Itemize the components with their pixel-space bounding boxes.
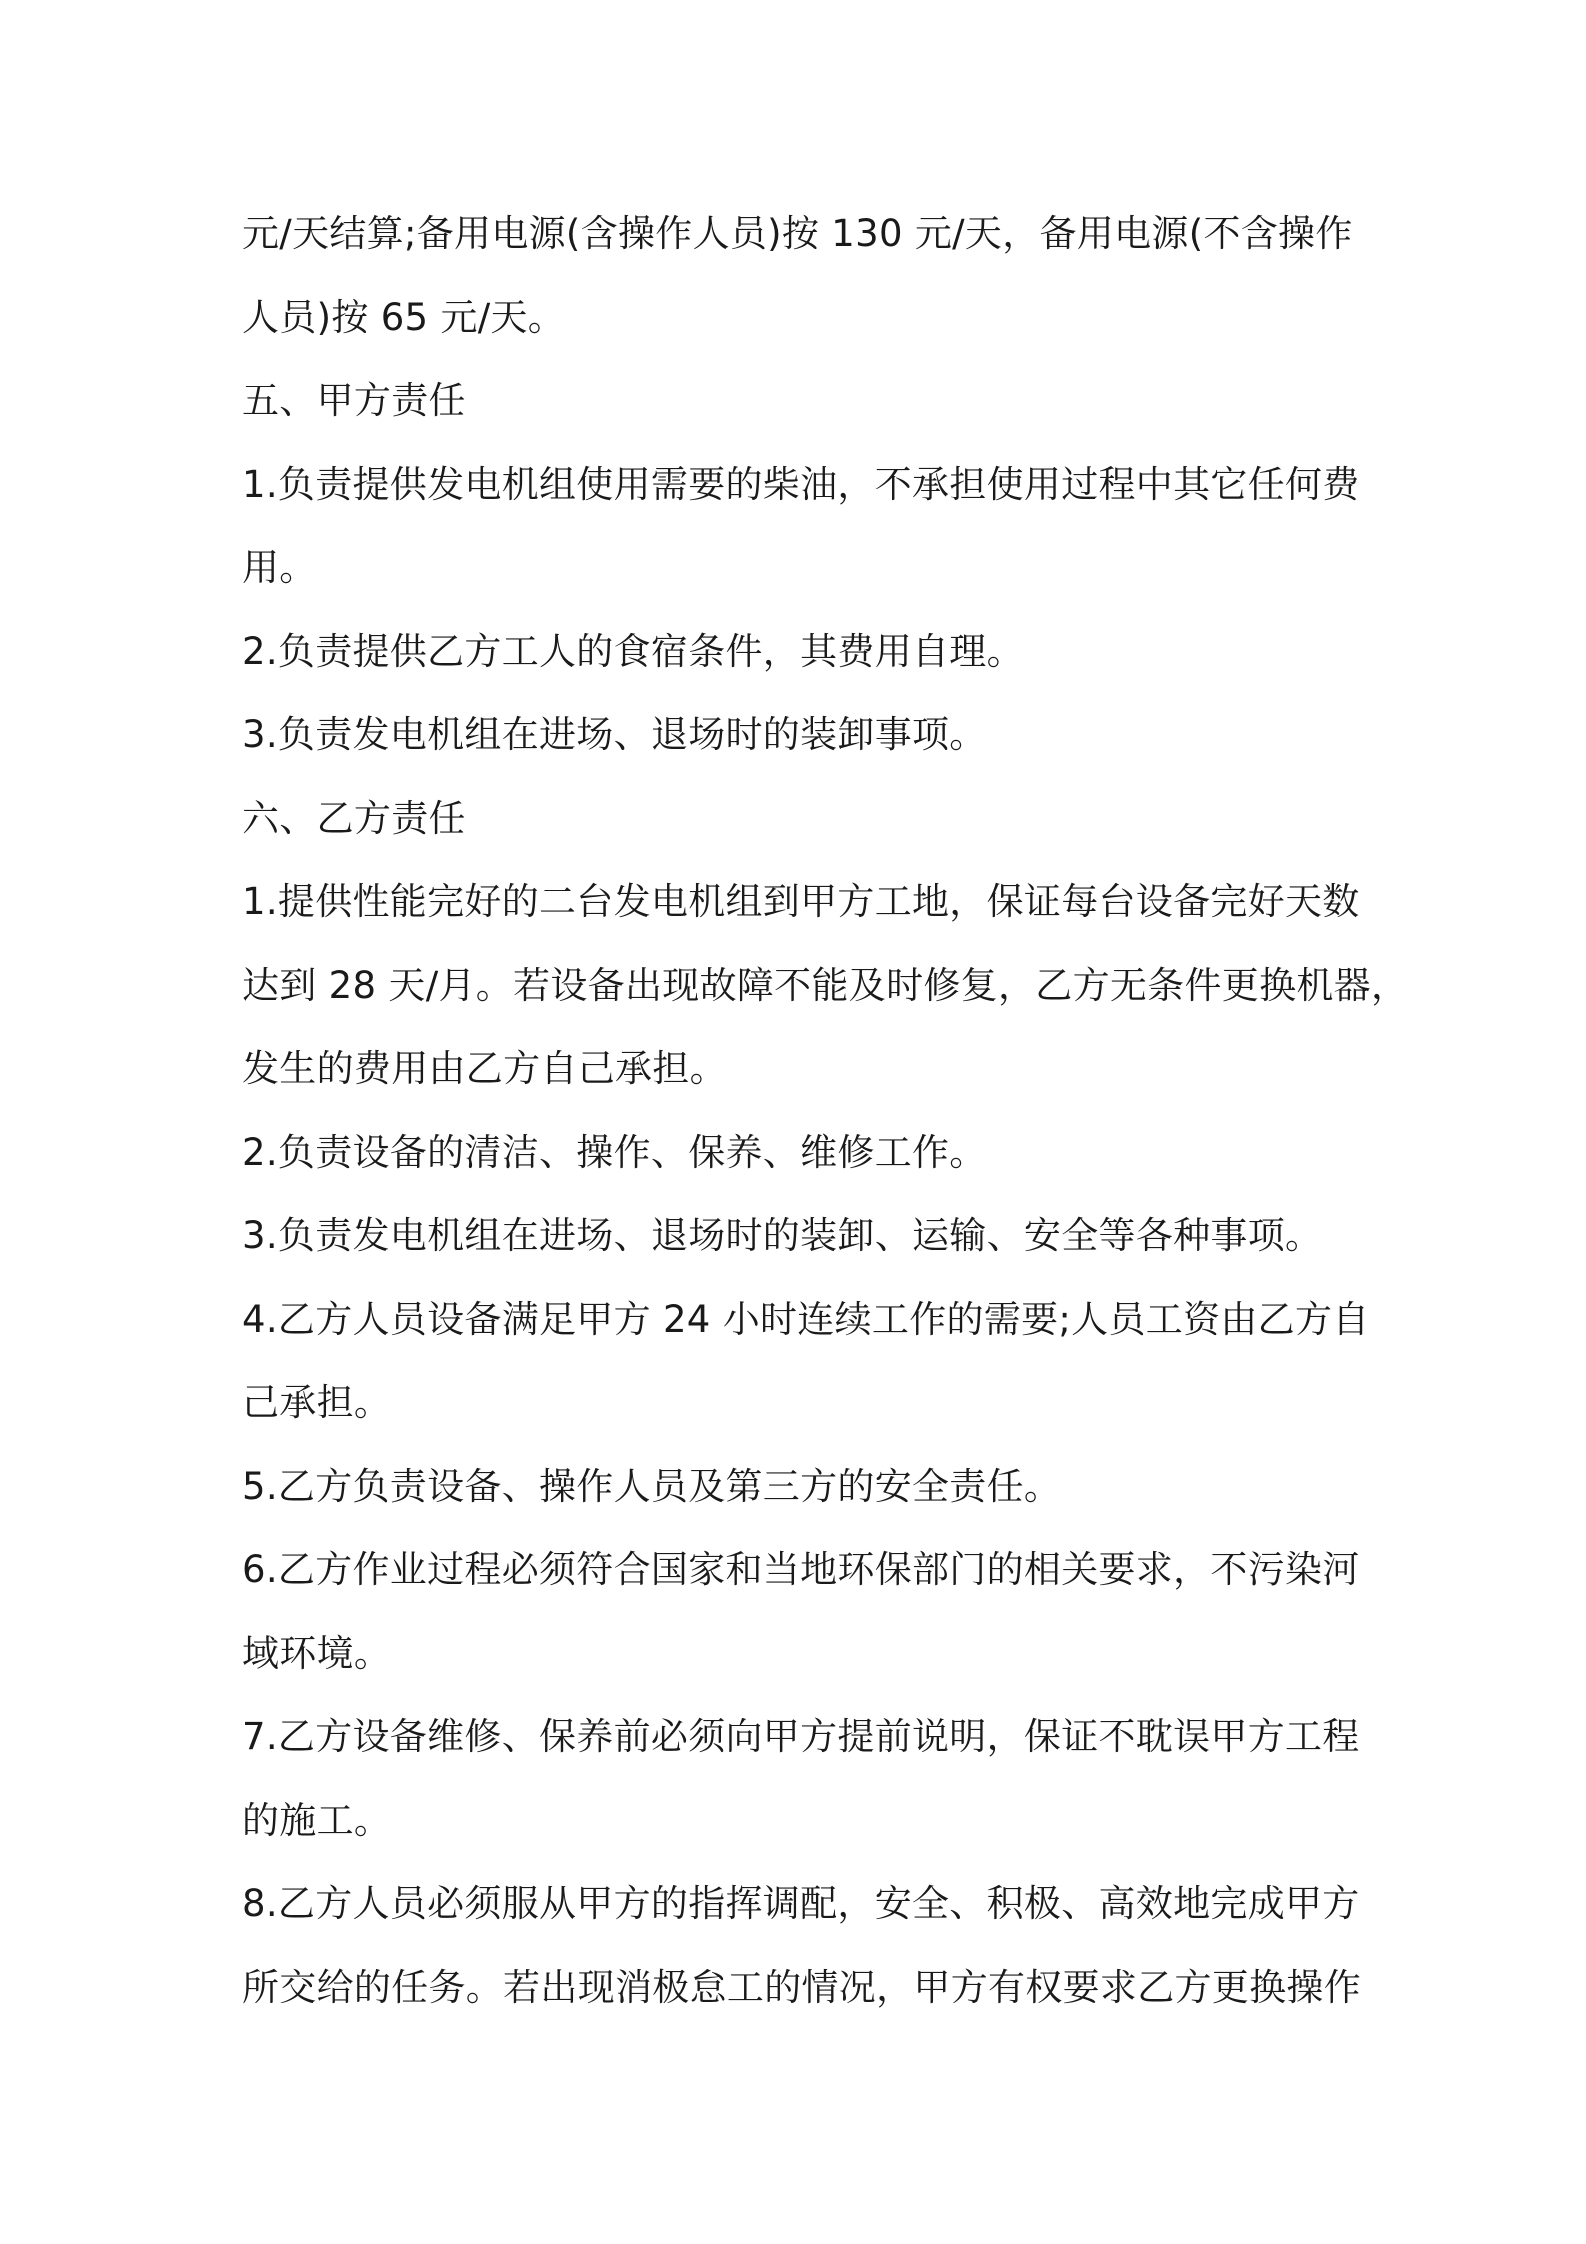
text-line: 3.负责发电机组在进场、退场时的装卸、运输、安全等各种事项。 — [242, 1214, 1323, 1257]
text-line: 4.乙方人员设备满足甲方 24 小时连续工作的需要;人员工资由乙方自 — [242, 1297, 1370, 1341]
section-heading-party-b: 六、乙方责任 — [242, 796, 466, 840]
text-line: 1.负责提供发电机组使用需要的柴油，不承担使用过程中其它任何费 — [242, 462, 1360, 506]
text-line: 的施工。 — [242, 1798, 392, 1842]
text-line: 元/天结算;备用电源(含操作人员)按 130 元/天，备用电源(不含操作 — [242, 212, 1353, 255]
text-line: 人员)按 65 元/天。 — [242, 295, 566, 339]
text-line: 用。 — [242, 546, 317, 589]
text-line: 2.负责设备的清洁、操作、保养、维修工作。 — [242, 1130, 987, 1174]
text-line: 3.负责发电机组在进场、退场时的装卸事项。 — [242, 713, 987, 756]
text-line: 发生的费用由乙方自己承担。 — [242, 1047, 727, 1090]
text-line: 1.提供性能完好的二台发电机组到甲方工地，保证每台设备完好天数 — [242, 880, 1360, 923]
text-line: 2.负责提供乙方工人的食宿条件，其费用自理。 — [242, 629, 1024, 673]
text-line: 域环境。 — [242, 1631, 392, 1675]
text-line: 7.乙方设备维修、保养前必须向甲方提前说明，保证不耽误甲方工程 — [242, 1715, 1360, 1758]
text-line: 所交给的任务。若出现消极怠工的情况，甲方有权要求乙方更换操作 — [242, 1965, 1361, 2009]
text-line: 达到 28 天/月。若设备出现故障不能及时修复，乙方无条件更换机器， — [242, 963, 1409, 1007]
text-line: 6.乙方作业过程必须符合国家和当地环保部门的相关要求，不污染河 — [242, 1548, 1360, 1591]
text-line: 5.乙方负责设备、操作人员及第三方的安全责任。 — [242, 1464, 1062, 1508]
text-line: 8.乙方人员必须服从甲方的指挥调配，安全、积极、高效地完成甲方 — [242, 1882, 1360, 1925]
text-line: 己承担。 — [242, 1381, 392, 1424]
document-body — [242, 192, 1409, 2029]
section-heading-party-a: 五、甲方责任 — [242, 379, 466, 422]
